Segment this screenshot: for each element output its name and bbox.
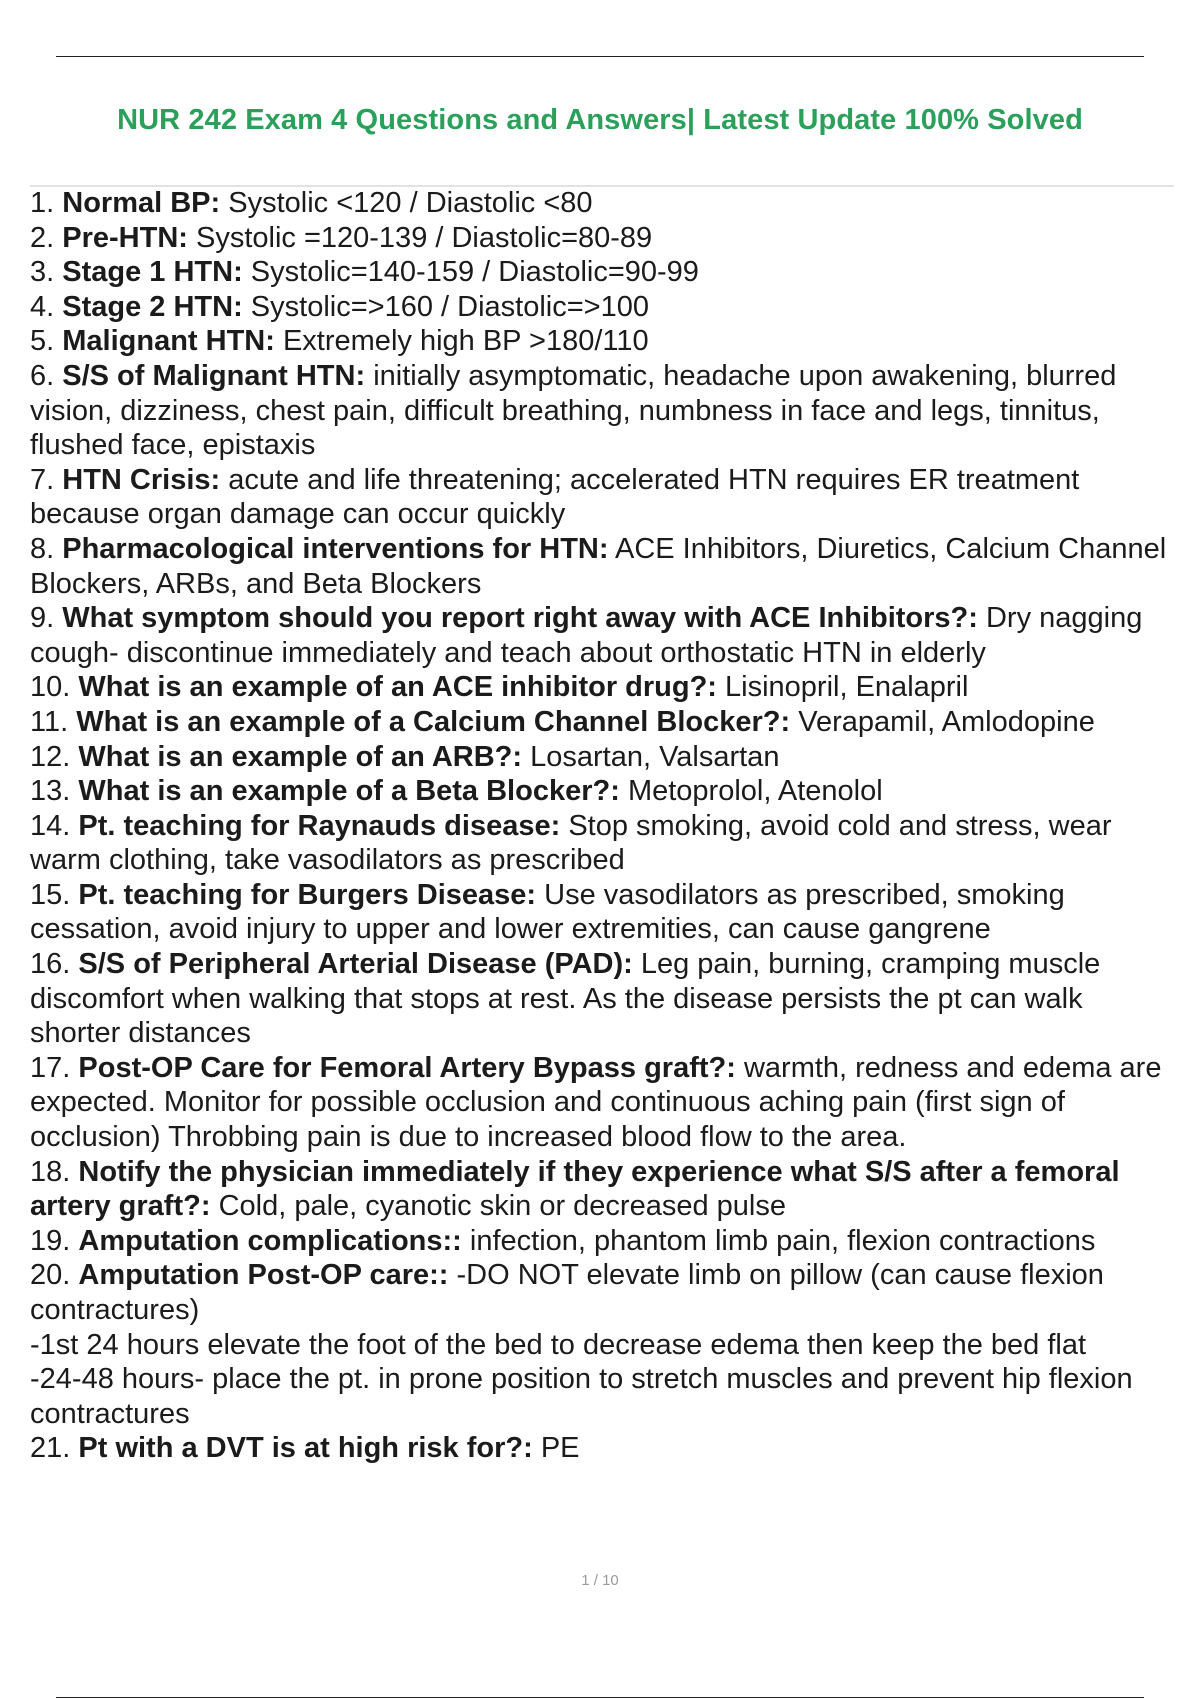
top-divider [56, 56, 1144, 57]
qa-answer: Use vasodilators as prescribed, smoking cessation, avoid injury to upper and lower extremities, can cause gangrene [30, 878, 1065, 946]
qa-question: Pharmacological interventions for HTN: [62, 532, 609, 565]
qa-number: 18. [30, 1155, 71, 1188]
qa-answer: warmth, redness and edema are expected. Monitor for possible occlusion and continuous aching pain (first sign of occlusion) Throbbing pain is due to increased blood flow to the area. [30, 1051, 1162, 1154]
qa-number: 16. [30, 948, 71, 981]
qa-answer: Losartan, Valsartan [530, 740, 780, 773]
qa-number: 17. [30, 1051, 71, 1084]
qa-number: 8. [30, 532, 55, 565]
qa-answer: Systolic=>160 / Diastolic=>100 [250, 290, 649, 323]
qa-question: What is an example of an ARB?: [78, 740, 523, 773]
qa-answer: Lisinopril, Enalapril [725, 671, 969, 704]
qa-item-6 [30, 359, 1180, 463]
qa-question: Pt. teaching for Raynauds disease: [78, 809, 561, 842]
qa-item-18 [30, 1155, 1180, 1224]
qa-item-20-note-1: -1st 24 hours elevate the foot of the bed to decrease edema then keep the bed flat [30, 1328, 1087, 1361]
qa-answer: Stop smoking, avoid cold and stress, wear warm clothing, take vasodilators as prescribed [30, 809, 1112, 877]
page-indicator: 1 / 10 [581, 1572, 619, 1589]
qa-number: 5. [30, 325, 55, 358]
qa-number: 15. [30, 878, 71, 911]
qa-item-10 [30, 670, 1180, 705]
qa-question: Stage 2 HTN: [62, 290, 243, 323]
bottom-divider [56, 1697, 1144, 1698]
qa-item-12 [30, 740, 1180, 775]
qa-item-13 [30, 774, 1180, 809]
qa-answer: infection, phantom limb pain, flexion contractions [469, 1224, 1096, 1257]
qa-answer: Verapamil, Amlodopine [798, 705, 1095, 738]
qa-item-17 [30, 1051, 1180, 1155]
qa-answer: ACE Inhibitors, Diuretics, Calcium Channel Blockers, ARBs, and Beta Blockers [30, 532, 1167, 600]
qa-list [30, 186, 1180, 1466]
qa-item-4 [30, 290, 1180, 325]
qa-number: 1. [30, 187, 55, 219]
qa-number: 2. [30, 221, 55, 254]
qa-question: What symptom should you report right away with ACE Inhibitors?: [62, 602, 978, 635]
qa-question: S/S of Malignant HTN: [62, 359, 366, 392]
qa-item-3 [30, 255, 1180, 290]
qa-question: Post-OP Care for Femoral Artery Bypass graft?: [78, 1051, 736, 1084]
qa-number: 7. [30, 463, 55, 496]
qa-answer: Metoprolol, Atenolol [627, 775, 883, 808]
qa-question: Normal BP: [62, 187, 221, 219]
qa-question: S/S of Peripheral Arterial Disease (PAD): [78, 948, 633, 981]
qa-answer: Systolic =120-139 / Diastolic=80-89 [195, 221, 653, 254]
qa-question: Amputation complications:: [78, 1224, 462, 1257]
qa-question: What is an example of an ACE inhibitor drug?: [78, 671, 717, 704]
qa-answer: Systolic <120 / Diastolic <80 [228, 187, 593, 219]
qa-item-14 [30, 809, 1180, 878]
qa-answer: PE [540, 1432, 580, 1465]
qa-item-20-note-2: -24-48 hours- place the pt. in prone position to stretch muscles and prevent hip flexion contractures [30, 1363, 1133, 1430]
qa-answer: -DO NOT elevate limb on pillow (can cause flexion contractures) [30, 1259, 1104, 1326]
qa-item-2 [30, 221, 1180, 256]
qa-number: 13. [30, 775, 71, 808]
qa-question: Stage 1 HTN: [62, 256, 243, 289]
qa-answer: acute and life threatening; accelerated HTN requires ER treatment because organ damage can occur quickly [30, 463, 1080, 531]
qa-question: Pt. teaching for Burgers Disease: [78, 878, 537, 911]
qa-question: Notify the physician immediately if they experience what S/S after a femoral artery graft?: [30, 1155, 1120, 1223]
qa-number: 21. [30, 1432, 71, 1465]
document-title: NUR 242 Exam 4 Questions and Answers| Latest Update 100% Solved [117, 104, 1083, 136]
qa-item-7 [30, 463, 1180, 532]
qa-number: 11. [30, 705, 69, 738]
qa-question: What is an example of a Beta Blocker?: [78, 775, 620, 808]
qa-number: 4. [30, 290, 55, 323]
qa-question: HTN Crisis: [62, 463, 221, 496]
qa-number: 10. [30, 671, 71, 704]
qa-item-19 [30, 1224, 1180, 1259]
qa-answer: Leg pain, burning, cramping muscle discomfort when walking that stops at rest. As the disease persists the pt can walk shorter distances [30, 948, 1101, 1050]
qa-item-21 [30, 1431, 1180, 1466]
qa-item-15 [30, 878, 1180, 947]
qa-answer: Dry nagging cough- discontinue immediately and teach about orthostatic HTN in elderly [30, 602, 1143, 669]
qa-item-1 [30, 186, 1180, 221]
qa-number: 6. [30, 359, 55, 392]
qa-question: Pre-HTN: [62, 221, 188, 254]
qa-item-16 [30, 947, 1180, 1051]
qa-number: 12. [30, 740, 71, 773]
qa-number: 20. [30, 1259, 71, 1292]
qa-number: 14. [30, 809, 71, 842]
qa-number: 3. [30, 256, 55, 289]
qa-item-20 [30, 1258, 1180, 1327]
qa-item-11 [30, 705, 1180, 740]
qa-question: What is an example of a Calcium Channel Blocker?: [76, 705, 791, 738]
qa-question: Malignant HTN: [62, 325, 275, 358]
qa-item-8 [30, 532, 1180, 601]
qa-number: 19. [30, 1224, 71, 1257]
qa-answer: Cold, pale, cyanotic skin or decreased pulse [218, 1190, 786, 1223]
qa-answer: Extremely high BP >180/110 [282, 325, 649, 358]
qa-answer: initially asymptomatic, headache upon awakening, blurred vision, dizziness, chest pain, difficult breathing, numbness in face and legs, tinnitus, flushed face, epistaxis [30, 359, 1117, 462]
qa-item-9 [30, 601, 1180, 670]
qa-question: Pt with a DVT is at high risk for?: [78, 1432, 533, 1465]
qa-answer: Systolic=140-159 / Diastolic=90-99 [250, 256, 699, 289]
qa-number: 9. [30, 602, 55, 635]
qa-item-5 [30, 324, 1180, 359]
qa-question: Amputation Post-OP care:: [78, 1259, 449, 1292]
